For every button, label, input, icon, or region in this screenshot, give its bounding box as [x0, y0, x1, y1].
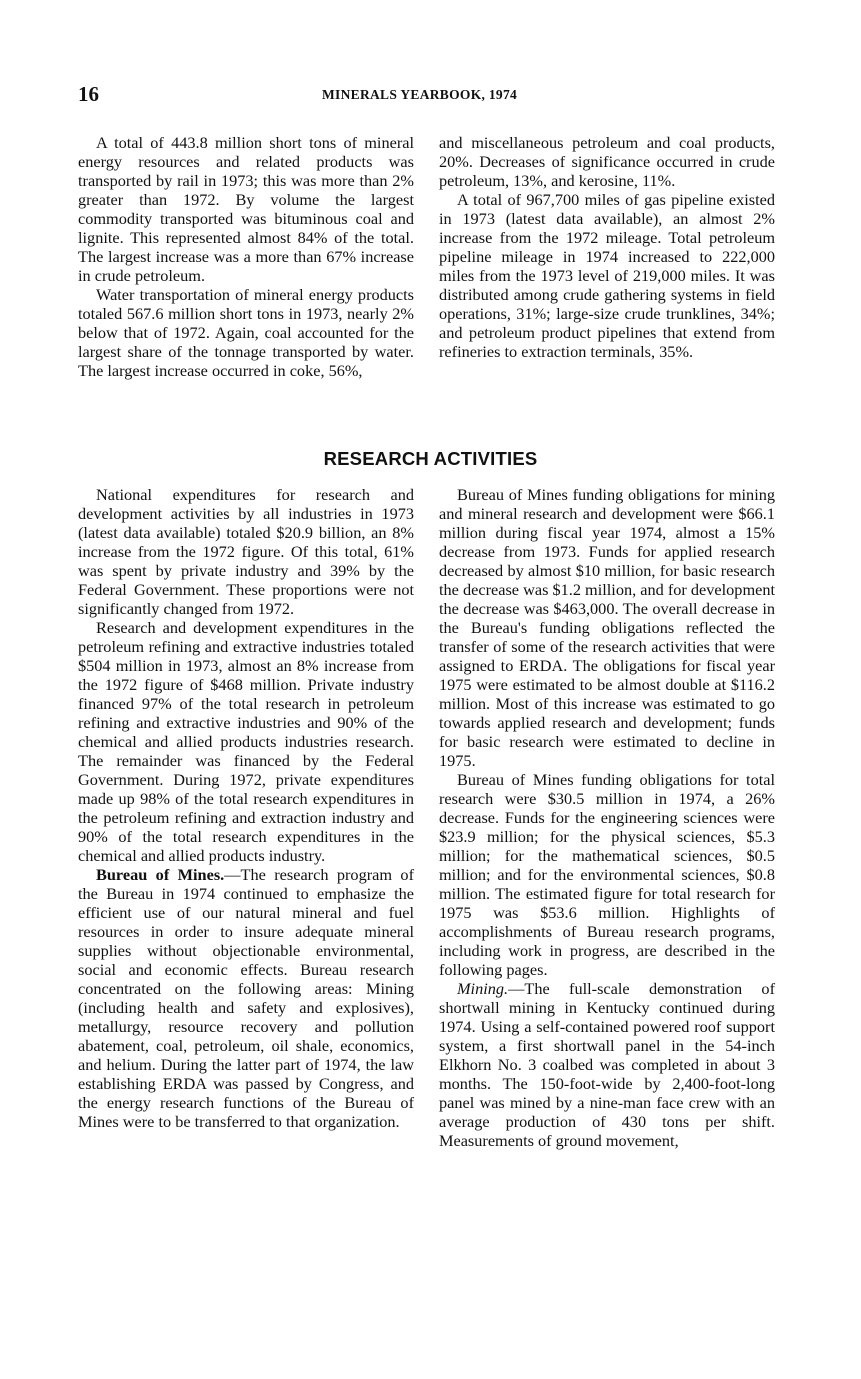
paragraph: A total of 443.8 million short tons of mineral energy resources and related products was transported by rail in 1973; this was more than 2% greater than 1972. By volume the largest commodity transported was bituminous coal and lignite. This represented almost 84% of the total. The largest increase was a more than 67% increase in crude petroleum. — [78, 133, 414, 285]
paragraph-continuation: and miscellaneous petroleum and coal products, 20%. Decreases of significance occurred in crude petroleum, 13%, and kerosine, 11%. — [439, 133, 775, 190]
paragraph: National expenditures for research and development activities by all industries in 1973 (latest data available) totaled $20.9 billion, an 8% increase from the 1972 figure. Of this total, 61% was spent by private industry and 39% by the Federal Government. These proportions were not significantly changed from 1972. — [78, 485, 414, 618]
research-column-left — [78, 485, 414, 1131]
paragraph: Water transportation of mineral energy products totaled 567.6 million short tons in 1973, nearly 2% below that of 1972. Again, coal accounted for the largest share of the tonnage transported by water. The largest increase occurred in coke, 56%, — [78, 285, 414, 380]
paragraph: Bureau of Mines funding obligations for mining and mineral research and development were $66.1 million during fiscal year 1974, almost a 15% decrease from 1973. Funds for applied research decreased by almost $10 million, for basic research the decrease was $1.2 million, and for development the decrease was $463,000. The overall decrease in the Bureau's funding obligations reflected the transfer of some of the research activities that were assigned to ERDA. The obligations for fiscal year 1975 were estimated to be almost double at $116.2 million. Most of this increase was estimated to go towards applied research and development; funds for basic research were estimated to decline in 1975. — [439, 485, 775, 770]
section-heading: RESEARCH ACTIVITIES — [323, 448, 538, 469]
page-number: 16 — [78, 82, 99, 106]
bureau-runin-heading: Bureau of Mines. — [96, 865, 225, 884]
transport-column-right — [439, 133, 775, 361]
mining-runin-heading: Mining. — [457, 979, 509, 998]
mining-text: —The full-scale demonstration of shortwall mining in Kentucky continued during 1974. Using a self-contained powered roof support system, a first shortwall panel in the 54-inch Elkhorn No. 3 coalbed was completed in about 3 months. The 150-foot-wide by 2,400-foot-long panel was mined by a nine-man face crew with an average production of 430 tons per shift. Measurements of ground movement, — [439, 979, 775, 1150]
mining-paragraph — [439, 979, 775, 1150]
bureau-paragraph — [78, 865, 414, 1131]
running-title: MINERALS YEARBOOK, 1974 — [322, 87, 518, 102]
research-column-right — [439, 485, 775, 1150]
paragraph: Research and development expenditures in the petroleum refining and extractive industries totaled $504 million in 1973, almost an 8% increase from the 1972 figure of $468 million. Private industry financed 97% of the total research in petroleum refining and extractive industries and 90% of the chemical and allied products industries research. The remainder was financed by the Federal Government. During 1972, private expenditures made up 98% of the total research expenditures in the petroleum refining and extraction industry and 90% of the total research expenditures in the chemical and allied products industry. — [78, 618, 414, 865]
paragraph: A total of 967,700 miles of gas pipeline existed in 1973 (latest data available), an almost 2% increase from the 1972 mileage. Total petroleum pipeline mileage in 1974 increased to 222,000 miles from the 1973 level of 219,000 miles. It was distributed among crude gathering systems in field operations, 31%; large-size crude trunklines, 34%; and petroleum product pipelines that extend from refineries to extraction terminals, 35%. — [439, 190, 775, 361]
transport-column-left — [78, 133, 414, 380]
paragraph: Bureau of Mines funding obligations for total research were $30.5 million in 1974, a 26% decrease. Funds for the engineering sciences were $23.9 million; for the physical sciences, $5.3 million; for the mathematical sciences, $0.5 million; and for the environmental sciences, $0.8 million. The estimated figure for total research for 1975 was $53.6 million. Highlights of accomplishments of Bureau research programs, including work in progress, are described in the following pages. — [439, 770, 775, 979]
page-header — [78, 82, 779, 112]
bureau-text: —The research program of the Bureau in 1974 continued to emphasize the efficient use of our natural mineral and fuel resources in order to insure adequate mineral supplies without objectionable environmental, social and economic effects. Bureau research concentrated on the following areas: Mining (including health and safety and explosives), metallurgy, resource recovery and pollution abatement, coal, petroleum, oil shale, economics, and helium. During the latter part of 1974, the law establishing ERDA was passed by Congress, and the energy research functions of the Bureau of Mines were to be transferred to that organization. — [78, 865, 414, 1131]
